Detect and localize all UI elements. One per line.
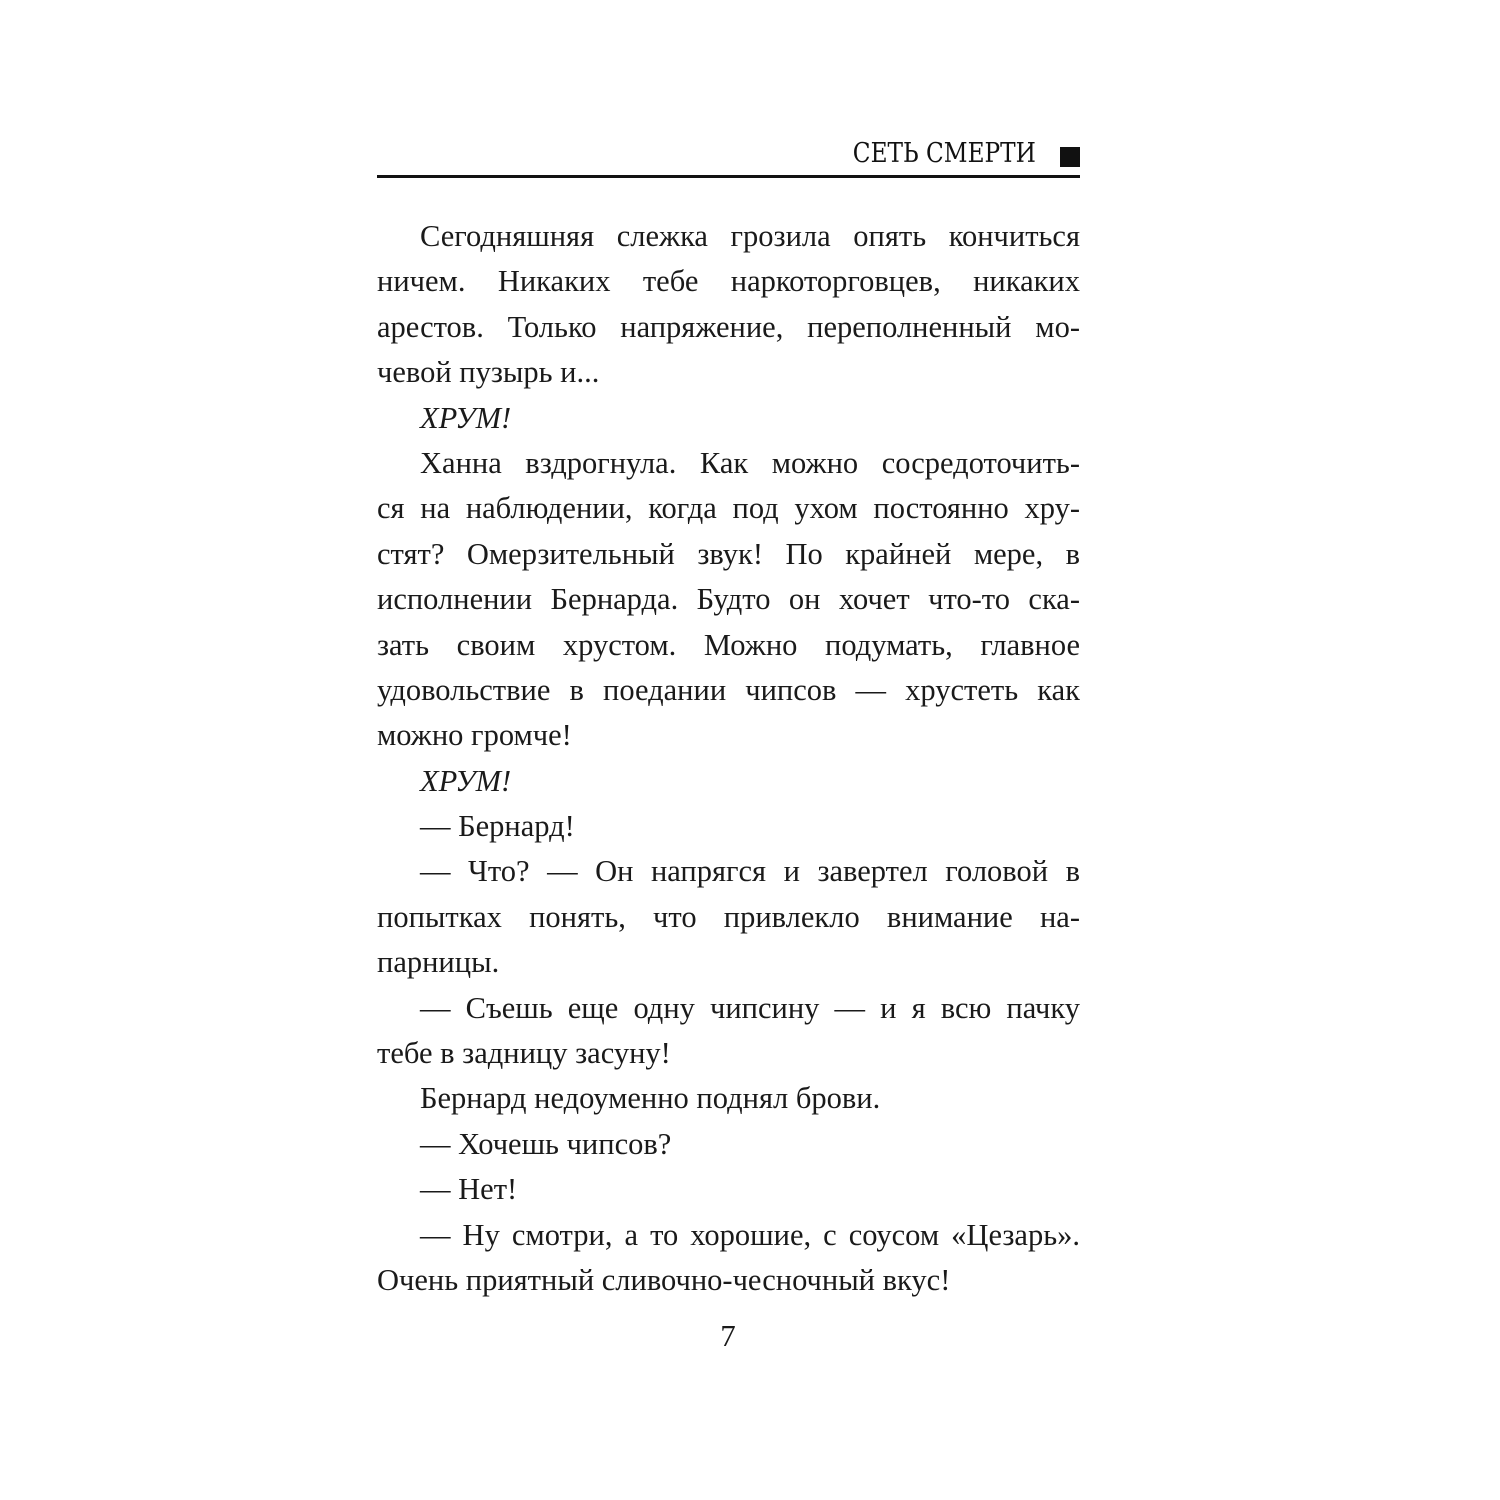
text-line: — Что? — Он напрягся и завертел головой в xyxy=(420,854,1080,889)
running-head xyxy=(377,136,1080,176)
running-head-title: СЕТЬ СМЕРТИ xyxy=(852,138,1036,169)
text-line: попытках понять, что привлекло внимание на- xyxy=(377,899,1080,934)
text-line: стят? Омерзительный звук! По крайней мере, в xyxy=(377,536,1080,571)
body-text xyxy=(377,214,1080,1303)
page-number: 7 xyxy=(720,1318,736,1353)
text-line: исполнении Бернарда. Будто он хочет что-то ска- xyxy=(377,582,1080,617)
text-line: — Нет! xyxy=(420,1172,518,1207)
text-line: удовольствие в поедании чипсов — хрустеть как xyxy=(377,672,1080,707)
text-line: ничем. Никаких тебе наркоторговцев, никаких xyxy=(377,264,1080,299)
sound-effect-line: ХРУМ! xyxy=(420,400,512,435)
text-line: Очень приятный сливочно-чесночный вкус! xyxy=(377,1262,951,1297)
text-line: арестов. Только напряжение, переполненный мо- xyxy=(377,309,1080,344)
text-line: — Ну смотри, а то хорошие, с соусом «Цезарь». xyxy=(420,1217,1080,1252)
header-rule xyxy=(377,175,1080,178)
text-line: — Бернард! xyxy=(420,809,575,844)
black-square-icon xyxy=(1060,147,1080,167)
sound-effect-line: ХРУМ! xyxy=(420,763,512,798)
text-line: парницы. xyxy=(377,945,500,980)
text-line: тебе в задницу засуну! xyxy=(377,1036,671,1071)
text-line: — Съешь еще одну чипсину — и я всю пачку xyxy=(420,990,1080,1025)
text-line: можно громче! xyxy=(377,718,572,753)
text-line: Сегодняшняя слежка грозила опять кончиться xyxy=(420,219,1080,253)
text-line: ся на наблюдении, когда под ухом постоянно хру- xyxy=(377,491,1080,526)
text-line: — Хочешь чипсов? xyxy=(420,1126,672,1161)
text-line: Ханна вздрогнула. Как можно сосредоточить- xyxy=(420,445,1080,480)
text-line: чевой пузырь и... xyxy=(377,355,600,390)
text-line: Бернард недоуменно поднял брови. xyxy=(420,1081,881,1116)
text-line: зать своим хрустом. Можно подумать, главное xyxy=(377,627,1080,662)
